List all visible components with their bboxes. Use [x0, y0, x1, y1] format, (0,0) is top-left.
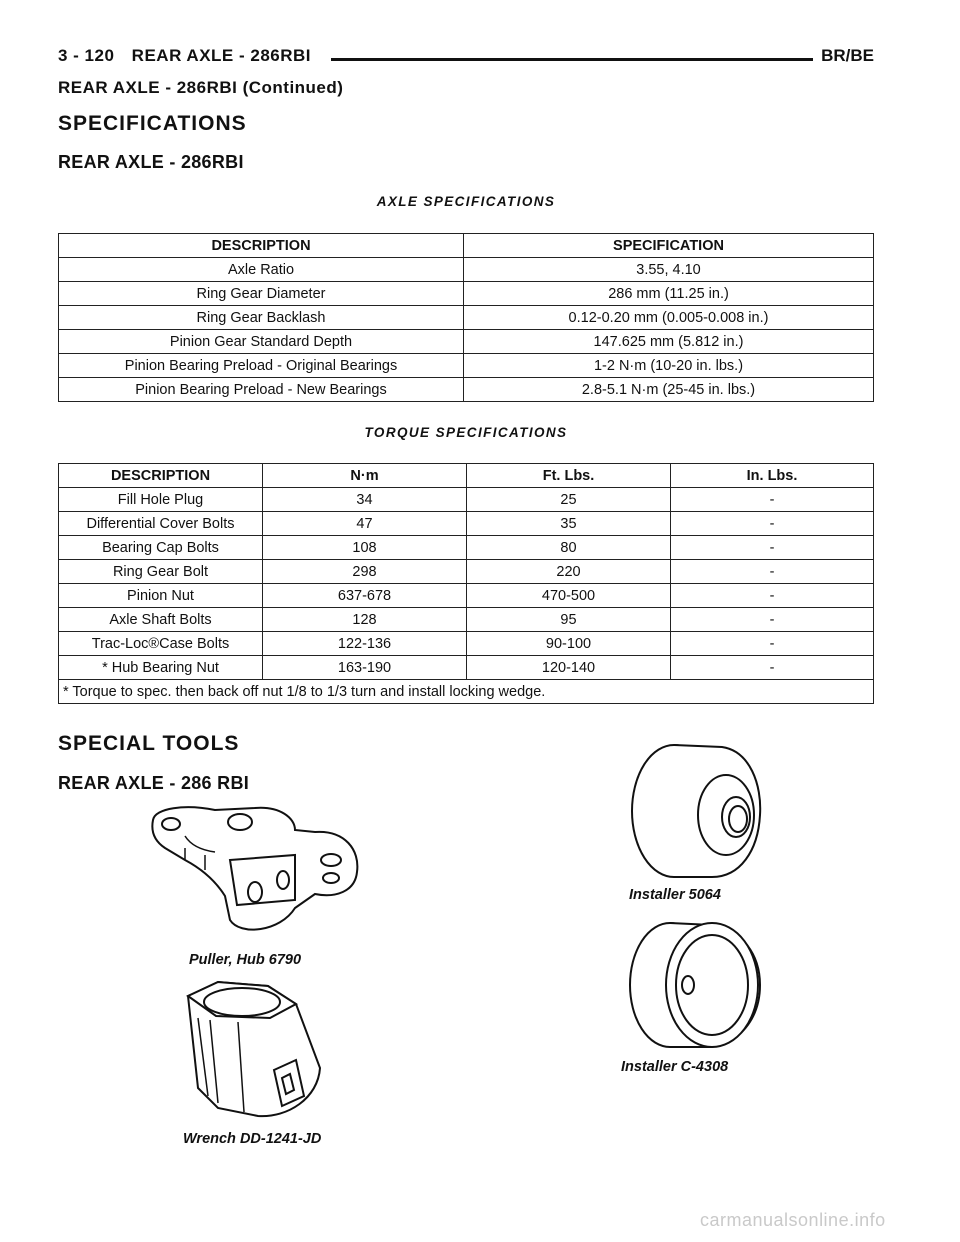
table-cell: -: [671, 536, 874, 560]
section-name: REAR AXLE - 286RBI: [131, 46, 312, 65]
column-header: N·m: [263, 464, 467, 488]
table-cell: Pinion Gear Standard Depth: [59, 330, 464, 354]
axle-spec-table: [58, 233, 874, 402]
table-cell: 80: [467, 536, 671, 560]
table-cell: 286 mm (11.25 in.): [464, 282, 874, 306]
table-row: [59, 282, 874, 306]
torque-footnote: * Torque to spec. then back off nut 1/8 to 1/3 turn and install locking wedge.: [59, 680, 874, 704]
table-cell: 47: [263, 512, 467, 536]
table-row: [59, 258, 874, 282]
installer-c4308-illustration: [620, 915, 770, 1055]
axle-table-caption: AXLE SPECIFICATIONS: [376, 194, 556, 209]
table-cell: 3.55, 4.10: [464, 258, 874, 282]
table-cell: Bearing Cap Bolts: [59, 536, 263, 560]
table-cell: 128: [263, 608, 467, 632]
table-cell: Fill Hole Plug: [59, 488, 263, 512]
table-cell: * Hub Bearing Nut: [59, 656, 263, 680]
hub-puller-illustration: [145, 800, 375, 940]
table-cell: Pinion Nut: [59, 584, 263, 608]
wrench-illustration: [178, 978, 328, 1128]
table-cell: 120-140: [467, 656, 671, 680]
column-header: DESCRIPTION: [59, 234, 464, 258]
column-header: Ft. Lbs.: [467, 464, 671, 488]
specifications-title: SPECIFICATIONS: [58, 112, 247, 135]
table-row: [59, 354, 874, 378]
table-cell: 25: [467, 488, 671, 512]
table-cell: 35: [467, 512, 671, 536]
table-cell: 95: [467, 608, 671, 632]
table-header-row: [59, 464, 874, 488]
special-tools-subtitle: REAR AXLE - 286 RBI: [58, 773, 250, 793]
table-row: [59, 330, 874, 354]
axle-table-body: [59, 258, 874, 402]
column-header: DESCRIPTION: [59, 464, 263, 488]
table-footnote-row: [59, 680, 874, 704]
table-cell: 220: [467, 560, 671, 584]
table-header-row: [59, 234, 874, 258]
table-cell: Axle Ratio: [59, 258, 464, 282]
table-cell: 1-2 N·m (10-20 in. lbs.): [464, 354, 874, 378]
table-cell: Trac-Loc®Case Bolts: [59, 632, 263, 656]
table-cell: 108: [263, 536, 467, 560]
torque-spec-table: [58, 463, 874, 704]
watermark: carmanualsonline.info: [700, 1210, 886, 1230]
table-cell: -: [671, 608, 874, 632]
torque-table-caption: TORQUE SPECIFICATIONS: [364, 425, 568, 440]
table-cell: 163-190: [263, 656, 467, 680]
table-cell: -: [671, 656, 874, 680]
table-cell: 637-678: [263, 584, 467, 608]
table-cell: -: [671, 560, 874, 584]
table-row: [59, 306, 874, 330]
puller-caption: Puller, Hub 6790: [189, 952, 302, 968]
table-cell: Ring Gear Diameter: [59, 282, 464, 306]
table-cell: 34: [263, 488, 467, 512]
table-row: [59, 608, 874, 632]
header-left: [58, 46, 331, 66]
installer-5064-caption: Installer 5064: [629, 887, 721, 903]
installer-c4308-caption: Installer C-4308: [621, 1059, 729, 1075]
table-cell: -: [671, 584, 874, 608]
table-cell: 2.8-5.1 N·m (25-45 in. lbs.): [464, 378, 874, 402]
specifications-subtitle: REAR AXLE - 286RBI: [58, 152, 244, 172]
table-cell: 0.12-0.20 mm (0.005-0.008 in.): [464, 306, 874, 330]
torque-table-body: [59, 488, 874, 680]
table-row: [59, 488, 874, 512]
column-header: SPECIFICATION: [464, 234, 874, 258]
table-cell: Ring Gear Backlash: [59, 306, 464, 330]
installer-5064-illustration: [622, 735, 772, 885]
page-header: [58, 42, 874, 76]
table-cell: 90-100: [467, 632, 671, 656]
table-cell: Pinion Bearing Preload - New Bearings: [59, 378, 464, 402]
table-cell: -: [671, 512, 874, 536]
table-cell: 298: [263, 560, 467, 584]
table-cell: -: [671, 632, 874, 656]
table-cell: Pinion Bearing Preload - Original Bearings: [59, 354, 464, 378]
model-code: BR/BE: [813, 46, 874, 66]
page-number: 3 - 120: [58, 46, 115, 65]
continued-title: REAR AXLE - 286RBI (Continued): [58, 78, 344, 97]
table-row: [59, 560, 874, 584]
table-row: [59, 512, 874, 536]
table-cell: 470-500: [467, 584, 671, 608]
table-cell: -: [671, 488, 874, 512]
table-cell: Ring Gear Bolt: [59, 560, 263, 584]
column-header: In. Lbs.: [671, 464, 874, 488]
table-row: [59, 584, 874, 608]
table-cell: Differential Cover Bolts: [59, 512, 263, 536]
table-row: [59, 656, 874, 680]
table-row: [59, 378, 874, 402]
table-row: [59, 536, 874, 560]
table-cell: Axle Shaft Bolts: [59, 608, 263, 632]
table-row: [59, 632, 874, 656]
table-cell: 147.625 mm (5.812 in.): [464, 330, 874, 354]
wrench-caption: Wrench DD-1241-JD: [183, 1131, 322, 1147]
special-tools-title: SPECIAL TOOLS: [58, 732, 240, 755]
table-cell: 122-136: [263, 632, 467, 656]
